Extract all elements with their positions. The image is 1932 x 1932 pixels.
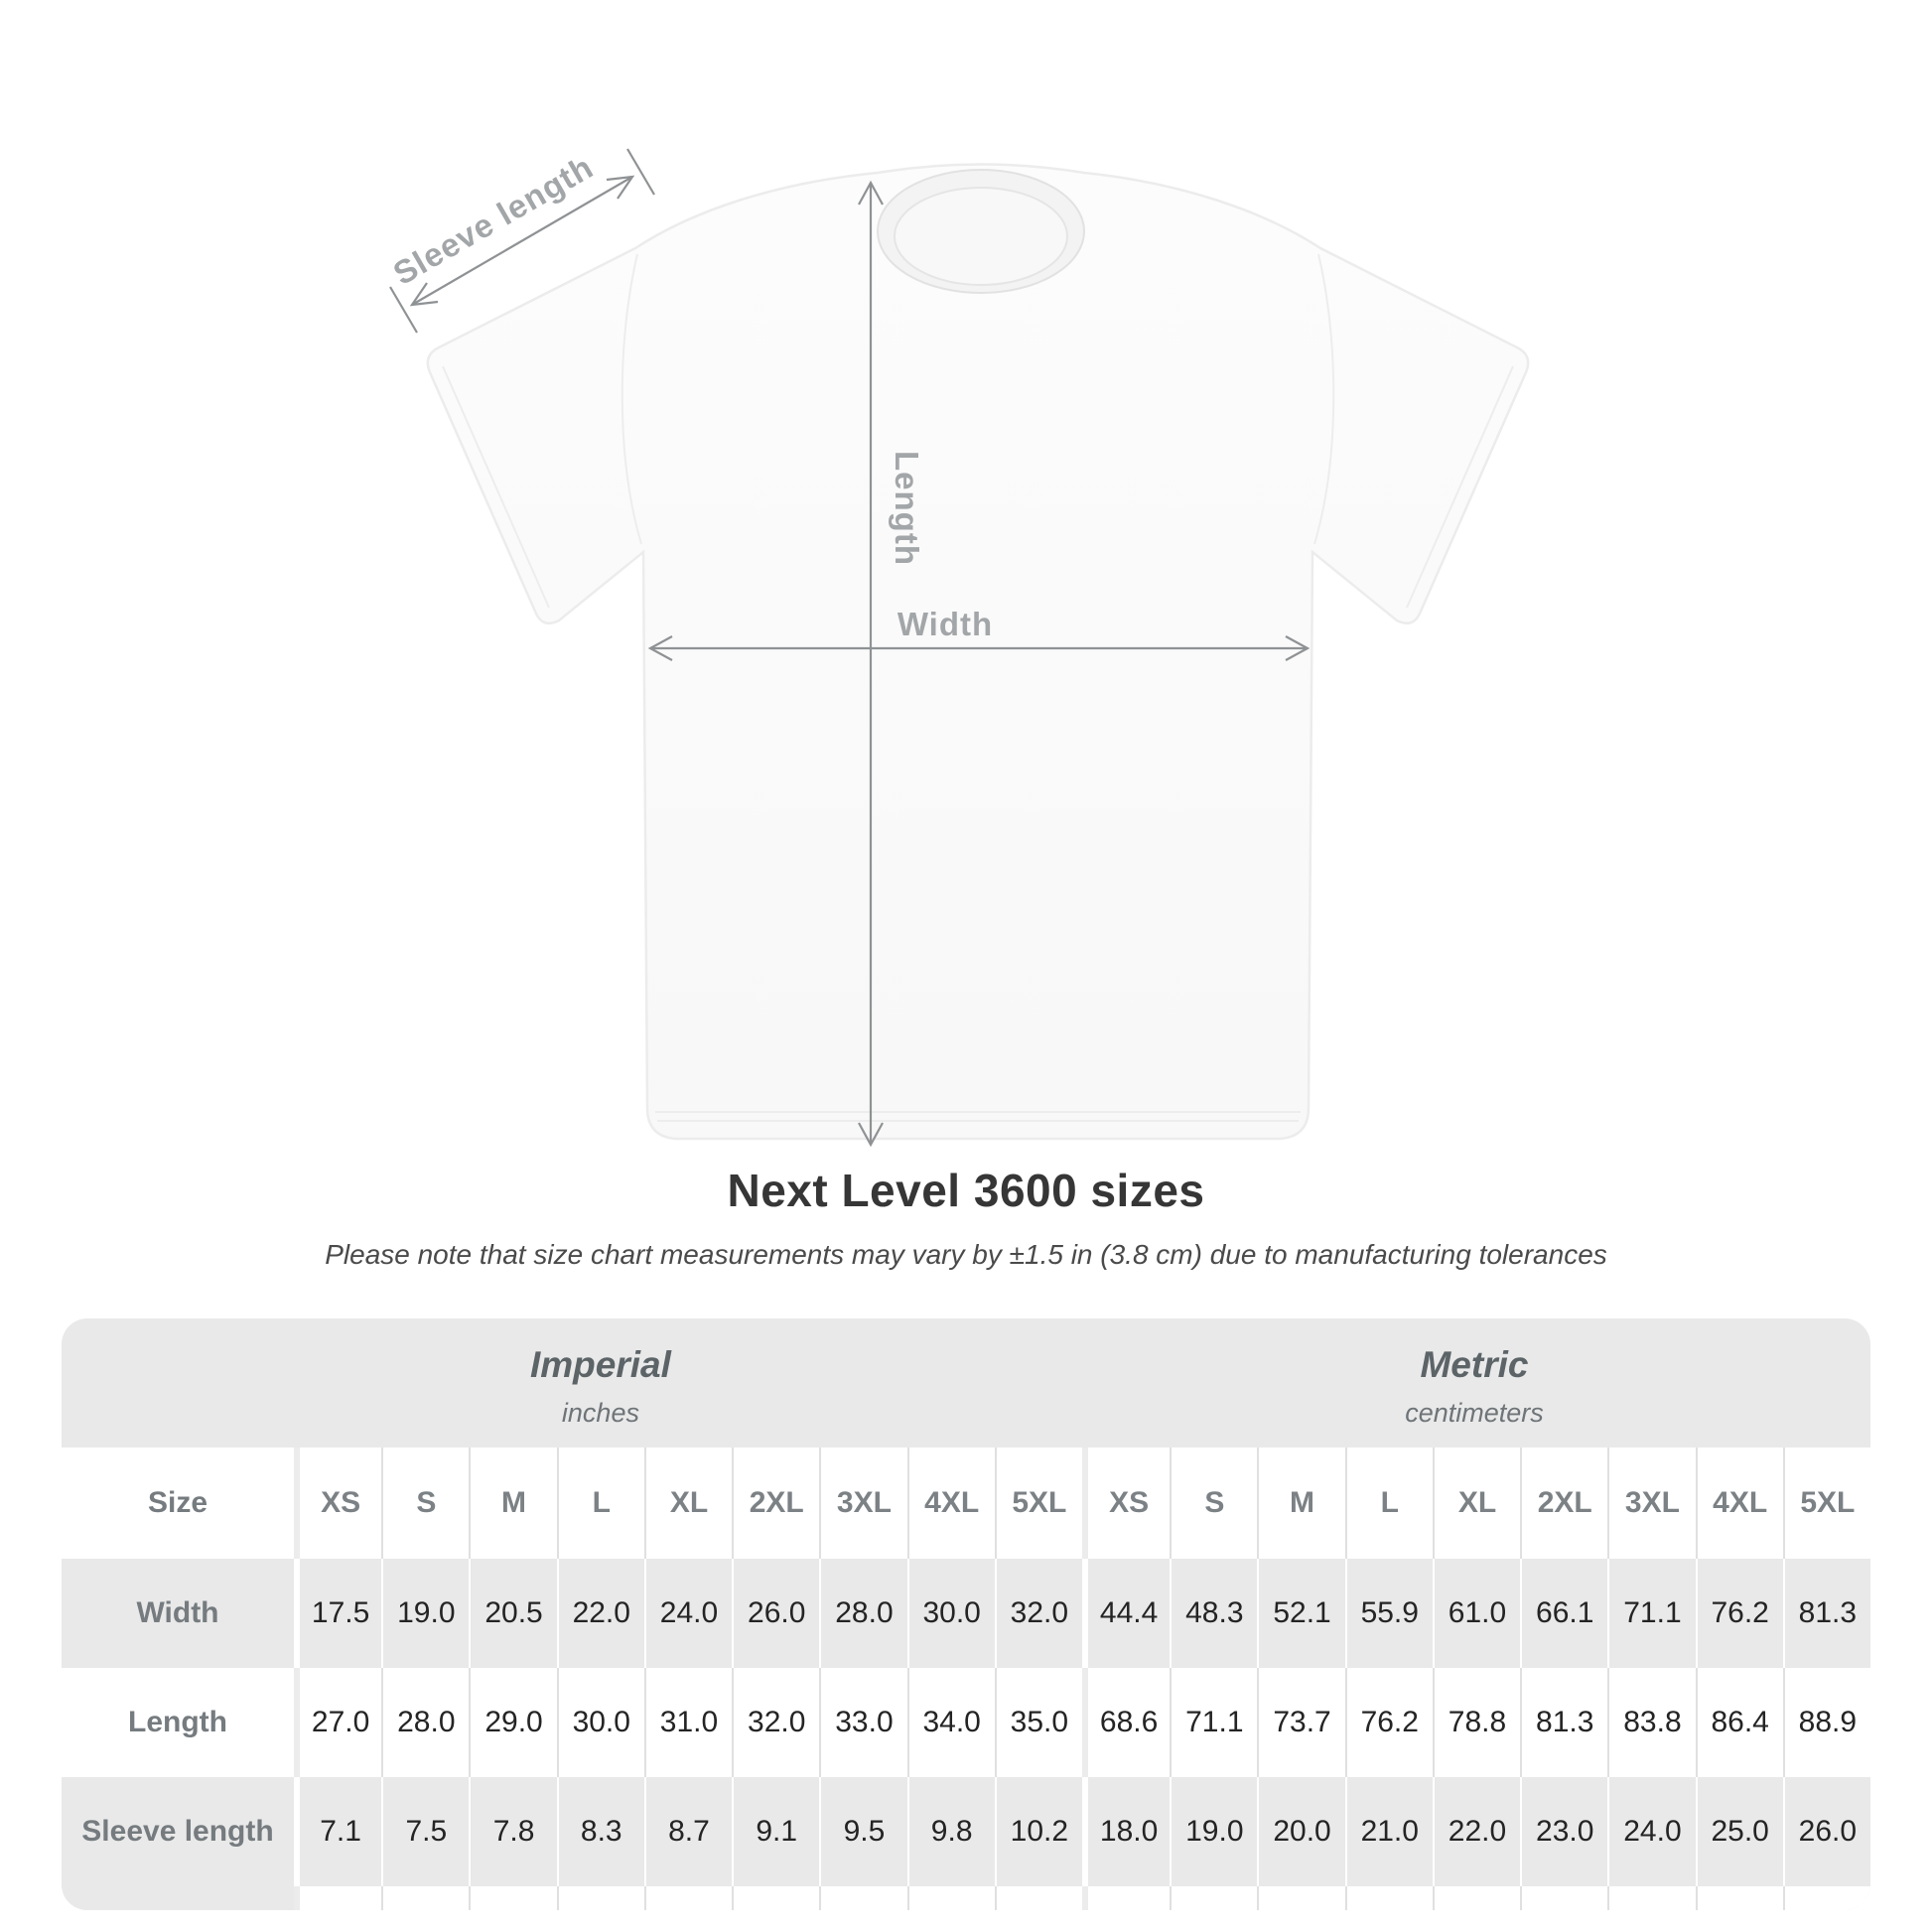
value-cell: 17.5: [294, 1559, 381, 1668]
value-cell: 48.3: [1170, 1559, 1257, 1668]
size-col-header: S: [1170, 1448, 1257, 1559]
value-cell: 20.5: [469, 1559, 556, 1668]
size-col-header: 5XL: [995, 1448, 1082, 1559]
value-cell: 88.9: [1783, 1668, 1870, 1777]
grid-filler-cell: [1170, 1886, 1257, 1910]
value-cell: 35.0: [995, 1668, 1082, 1777]
size-col-header: XL: [644, 1448, 732, 1559]
value-cell: 19.0: [1170, 1777, 1257, 1886]
size-col-header: XS: [294, 1448, 381, 1559]
value-cell: 23.0: [1520, 1777, 1607, 1886]
length-label: Length: [889, 451, 925, 566]
value-cell: 32.0: [732, 1668, 819, 1777]
size-table-card: [62, 1318, 1870, 1910]
value-cell: 31.0: [644, 1668, 732, 1777]
value-cell: 7.5: [381, 1777, 469, 1886]
size-col-header: M: [469, 1448, 556, 1559]
grid-filler-cell: [1433, 1886, 1520, 1910]
value-cell: 25.0: [1696, 1777, 1783, 1886]
row-label-width: Width: [62, 1559, 294, 1668]
grid-filler-cell: [644, 1886, 732, 1910]
value-cell: 81.3: [1783, 1559, 1870, 1668]
value-cell: 30.0: [907, 1559, 995, 1668]
grid-filler-cell: [1082, 1886, 1170, 1910]
size-col-header: 2XL: [1520, 1448, 1607, 1559]
size-col-header: 5XL: [1783, 1448, 1870, 1559]
value-cell: 19.0: [381, 1559, 469, 1668]
value-cell: 22.0: [557, 1559, 644, 1668]
collar: [878, 170, 1084, 293]
value-cell: 68.6: [1082, 1668, 1170, 1777]
row-label-size: Size: [62, 1448, 294, 1559]
row-label-sleeve-length: Sleeve length: [62, 1777, 294, 1886]
value-cell: 28.0: [819, 1559, 906, 1668]
size-col-header: M: [1257, 1448, 1344, 1559]
grid-filler-cell: [732, 1886, 819, 1910]
value-cell: 52.1: [1257, 1559, 1344, 1668]
grid-filler-cell: [294, 1886, 381, 1910]
row-label-length: Length: [62, 1668, 294, 1777]
size-col-header: 3XL: [1607, 1448, 1695, 1559]
value-cell: 29.0: [469, 1668, 556, 1777]
value-cell: 26.0: [1783, 1777, 1870, 1886]
value-cell: 32.0: [995, 1559, 1082, 1668]
value-cell: 73.7: [1257, 1668, 1344, 1777]
imperial-title: Imperial: [530, 1344, 671, 1385]
value-cell: 18.0: [1082, 1777, 1170, 1886]
value-cell: 66.1: [1520, 1559, 1607, 1668]
size-col-header: 4XL: [1696, 1448, 1783, 1559]
size-col-header: 2XL: [732, 1448, 819, 1559]
value-cell: 20.0: [1257, 1777, 1344, 1886]
value-cell: 44.4: [1082, 1559, 1170, 1668]
grid-filler-cell: [381, 1886, 469, 1910]
grid-filler-cell: [557, 1886, 644, 1910]
imperial-header: [530, 1344, 671, 1429]
value-cell: 83.8: [1607, 1668, 1695, 1777]
size-table-grid: [62, 1448, 1870, 1910]
width-label: Width: [897, 606, 994, 642]
value-cell: 8.3: [557, 1777, 644, 1886]
value-cell: 71.1: [1607, 1559, 1695, 1668]
value-cell: 7.1: [294, 1777, 381, 1886]
grid-filler-cell: [1520, 1886, 1607, 1910]
metric-subtitle: centimeters: [1405, 1398, 1544, 1428]
value-cell: 34.0: [907, 1668, 995, 1777]
grid-filler-cell: [995, 1886, 1082, 1910]
unit-header-band: [62, 1318, 1870, 1448]
value-cell: 9.8: [907, 1777, 995, 1886]
size-col-header: S: [381, 1448, 469, 1559]
grid-filler-cell: [907, 1886, 995, 1910]
size-col-header: L: [557, 1448, 644, 1559]
tshirt-illustration: [428, 165, 1528, 1140]
value-cell: 9.5: [819, 1777, 906, 1886]
value-cell: 76.2: [1345, 1668, 1433, 1777]
value-cell: 24.0: [644, 1559, 732, 1668]
value-cell: 30.0: [557, 1668, 644, 1777]
grid-filler-cell: [1345, 1886, 1433, 1910]
sleeve-length-label: Sleeve length: [386, 148, 600, 293]
page-title: Next Level 3600 sizes: [727, 1165, 1205, 1216]
size-col-header: 3XL: [819, 1448, 906, 1559]
size-col-header: XS: [1082, 1448, 1170, 1559]
value-cell: 78.8: [1433, 1668, 1520, 1777]
value-cell: 55.9: [1345, 1559, 1433, 1668]
grid-filler-cell: [62, 1886, 294, 1910]
value-cell: 8.7: [644, 1777, 732, 1886]
imperial-subtitle: inches: [561, 1398, 639, 1428]
grid-filler-cell: [1607, 1886, 1695, 1910]
value-cell: 27.0: [294, 1668, 381, 1777]
value-cell: 9.1: [732, 1777, 819, 1886]
value-cell: 10.2: [995, 1777, 1082, 1886]
metric-title: Metric: [1420, 1344, 1529, 1385]
value-cell: 86.4: [1696, 1668, 1783, 1777]
value-cell: 61.0: [1433, 1559, 1520, 1668]
value-cell: 7.8: [469, 1777, 556, 1886]
grid-filler-cell: [1783, 1886, 1870, 1910]
value-cell: 76.2: [1696, 1559, 1783, 1668]
grid-filler-cell: [1696, 1886, 1783, 1910]
value-cell: 71.1: [1170, 1668, 1257, 1777]
value-cell: 81.3: [1520, 1668, 1607, 1777]
size-col-header: L: [1345, 1448, 1433, 1559]
metric-header: [1405, 1344, 1544, 1429]
value-cell: 21.0: [1345, 1777, 1433, 1886]
value-cell: 33.0: [819, 1668, 906, 1777]
value-cell: 24.0: [1607, 1777, 1695, 1886]
size-col-header: 4XL: [907, 1448, 995, 1559]
grid-filler-cell: [469, 1886, 556, 1910]
value-cell: 28.0: [381, 1668, 469, 1777]
size-col-header: XL: [1433, 1448, 1520, 1559]
grid-filler-cell: [819, 1886, 906, 1910]
page-subtitle: Please note that size chart measurements may vary by ±1.5 in (3.8 cm) due to manufacturing tolerances: [325, 1239, 1607, 1270]
value-cell: 22.0: [1433, 1777, 1520, 1886]
grid-filler-cell: [1257, 1886, 1344, 1910]
value-cell: 26.0: [732, 1559, 819, 1668]
